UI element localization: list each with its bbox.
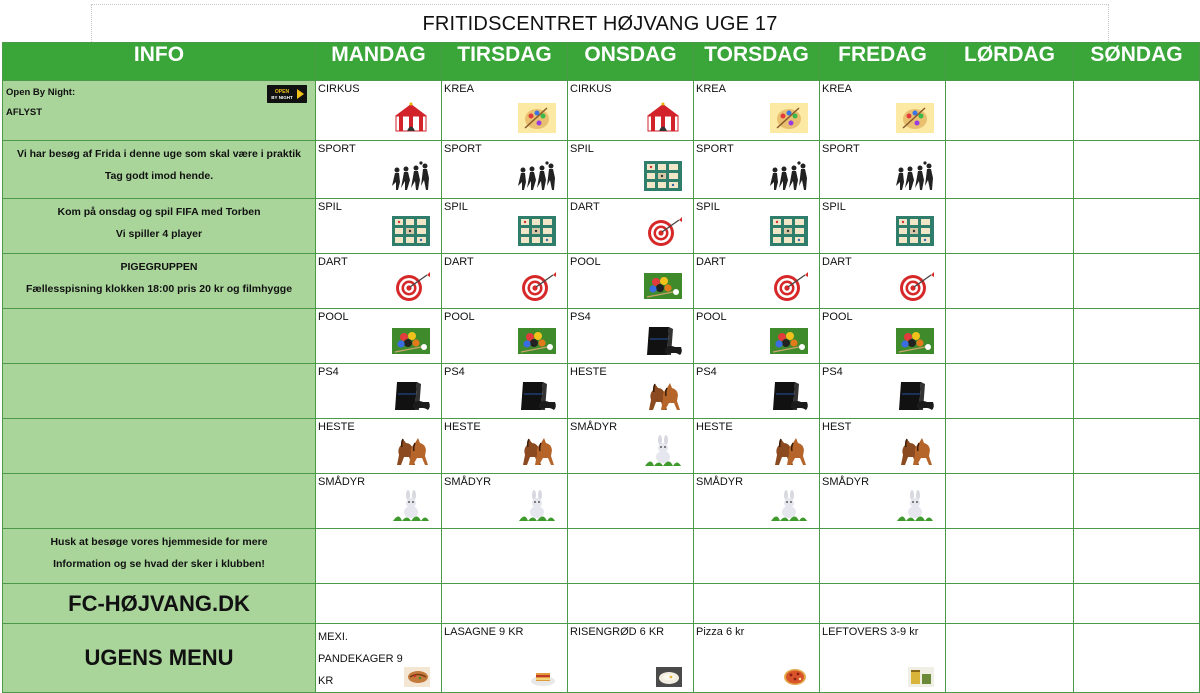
header-torsdag: TORSDAG	[694, 43, 820, 81]
day-cell	[694, 474, 820, 529]
day-cell	[694, 309, 820, 364]
info-line: PIGEGRUPPEN	[120, 261, 198, 273]
day-cell	[568, 364, 694, 419]
info-cell-empty	[3, 474, 316, 529]
open-by-night-status: AFLYST	[6, 107, 43, 118]
leftovers-icon	[907, 666, 935, 688]
schedule-row	[3, 474, 1200, 529]
info-line: Kom på onsdag og spil FIFA med Torben	[57, 206, 261, 218]
day-cell	[316, 141, 442, 199]
day-cell	[820, 364, 946, 419]
schedule-row	[3, 81, 1200, 141]
menu-item: LASAGNE 9 KR	[444, 626, 524, 638]
horses-icon	[769, 435, 809, 467]
activity-label: SMÅDYR	[570, 421, 618, 433]
activity-label: POOL	[570, 256, 601, 268]
day-cell-empty	[1074, 474, 1200, 529]
day-cell	[568, 419, 694, 474]
paint-palette-icon	[895, 102, 935, 134]
day-cell	[694, 364, 820, 419]
day-cell-empty	[946, 474, 1074, 529]
ps4-console-icon	[769, 380, 809, 412]
menu-item: RISENGRØD 6 KR	[570, 626, 665, 638]
header-onsdag: ONSDAG	[568, 43, 694, 81]
bunny-icon	[769, 490, 809, 522]
menu-row	[3, 624, 1200, 693]
activity-label: CIRKUS	[318, 83, 360, 95]
day-cell-empty	[1074, 141, 1200, 199]
dartboard-icon	[769, 270, 809, 302]
activity-label: POOL	[696, 311, 727, 323]
info-line: Fællesspisning klokken 18:00 pris 20 kr og filmhygge	[25, 283, 293, 295]
rice-pudding-icon	[655, 666, 683, 688]
day-cell	[316, 309, 442, 364]
menu-cell	[316, 624, 442, 693]
activity-label: SPIL	[570, 143, 594, 155]
activity-label: SPORT	[696, 143, 734, 155]
day-cell-empty	[442, 584, 568, 624]
sport-players-icon	[895, 160, 935, 192]
activity-label: POOL	[444, 311, 475, 323]
header-info: INFO	[3, 43, 316, 81]
info-cell	[3, 254, 316, 309]
dartboard-icon	[391, 270, 431, 302]
pool-balls-icon	[895, 325, 935, 357]
day-cell-empty	[568, 474, 694, 529]
day-cell	[820, 474, 946, 529]
activity-label: SMÅDYR	[444, 476, 492, 488]
day-cell-empty	[820, 584, 946, 624]
menu-cell	[820, 624, 946, 693]
day-cell	[820, 199, 946, 254]
info-line: Information og se hvad der sker i klubben!	[53, 558, 265, 570]
activity-label: DART	[696, 256, 726, 268]
activity-label: KREA	[444, 83, 474, 95]
header-sondag: SØNDAG	[1074, 43, 1200, 81]
logo-text-bynight: BY NIGHT	[271, 95, 293, 100]
menu-item: LEFTOVERS 3-9 kr	[822, 626, 919, 638]
day-cell-empty	[568, 529, 694, 584]
info-line: Tag godt imod hende.	[104, 170, 214, 182]
day-cell-empty	[946, 624, 1074, 693]
day-cell-empty	[1074, 199, 1200, 254]
logo-text-open: OPEN	[274, 89, 290, 95]
schedule-row	[3, 419, 1200, 474]
ps4-console-icon	[643, 325, 683, 357]
pizza-icon	[781, 666, 809, 688]
horses-icon	[643, 380, 683, 412]
menu-item: MEXI. PANDEKAGER 9 KR	[318, 631, 403, 687]
day-cell	[442, 364, 568, 419]
info-cell-empty	[3, 364, 316, 419]
day-cell	[568, 309, 694, 364]
schedule-row	[3, 364, 1200, 419]
activity-label: POOL	[822, 311, 853, 323]
schedule-row	[3, 141, 1200, 199]
pancake-icon	[403, 666, 431, 688]
schedule-row	[3, 199, 1200, 254]
horses-icon	[391, 435, 431, 467]
schedule-row	[3, 309, 1200, 364]
pool-balls-icon	[391, 325, 431, 357]
activity-label: SPORT	[444, 143, 482, 155]
day-cell-empty	[1074, 364, 1200, 419]
day-cell-empty	[946, 81, 1074, 141]
day-cell	[442, 254, 568, 309]
day-cell-empty	[442, 529, 568, 584]
menu-cell	[442, 624, 568, 693]
paint-palette-icon	[769, 102, 809, 134]
activity-label: SPIL	[444, 201, 468, 213]
horses-icon	[895, 435, 935, 467]
page-title: FRITIDSCENTRET HØJVANG UGE 17	[422, 13, 778, 35]
sport-players-icon	[391, 160, 431, 192]
paint-palette-icon	[517, 102, 557, 134]
bunny-icon	[895, 490, 935, 522]
day-cell	[694, 199, 820, 254]
day-cell-empty	[946, 254, 1074, 309]
day-cell	[442, 81, 568, 141]
header-fredag: FREDAG	[820, 43, 946, 81]
day-cell	[694, 141, 820, 199]
menu-item: Pizza 6 kr	[696, 626, 745, 638]
schedule-table	[2, 42, 1200, 693]
activity-label: PS4	[444, 366, 465, 378]
day-cell	[568, 81, 694, 141]
activity-label: PS4	[696, 366, 717, 378]
board-game-icon	[895, 215, 935, 247]
activity-label: SMÅDYR	[318, 476, 366, 488]
activity-label: KREA	[696, 83, 726, 95]
activity-label: HESTE	[318, 421, 355, 433]
lasagne-icon	[529, 666, 557, 688]
day-cell	[316, 81, 442, 141]
day-cell	[820, 309, 946, 364]
board-game-icon	[391, 215, 431, 247]
activity-label: POOL	[318, 311, 349, 323]
schedule-row	[3, 254, 1200, 309]
bunny-icon	[391, 490, 431, 522]
menu-cell	[694, 624, 820, 693]
day-cell-empty	[1074, 309, 1200, 364]
info-cell	[3, 199, 316, 254]
day-cell-empty	[1074, 624, 1200, 693]
day-cell-empty	[946, 584, 1074, 624]
day-cell-empty	[694, 529, 820, 584]
activity-label: SPORT	[822, 143, 860, 155]
info-line: Vi har besøg af Frida i denne uge som skal være i praktik	[17, 148, 301, 160]
board-game-icon	[769, 215, 809, 247]
day-cell	[820, 254, 946, 309]
day-cell	[316, 419, 442, 474]
day-cell-empty	[946, 141, 1074, 199]
activity-label: PS4	[822, 366, 843, 378]
bunny-icon	[643, 435, 683, 467]
day-cell	[442, 199, 568, 254]
info-cell-empty	[3, 309, 316, 364]
info-cell	[3, 624, 316, 693]
day-cell-empty	[1074, 81, 1200, 141]
day-cell-empty	[946, 529, 1074, 584]
day-cell-empty	[1074, 529, 1200, 584]
header-mandag: MANDAG	[316, 43, 442, 81]
info-cell	[3, 141, 316, 199]
activity-label: SPORT	[318, 143, 356, 155]
day-cell-empty	[694, 584, 820, 624]
day-cell	[820, 141, 946, 199]
open-by-night-label: Open By Night:	[6, 87, 76, 98]
day-cell-empty	[1074, 254, 1200, 309]
day-cell	[316, 474, 442, 529]
activity-label: DART	[444, 256, 474, 268]
menu-title: UGENS MENU	[84, 645, 234, 670]
day-cell	[316, 254, 442, 309]
day-cell	[694, 254, 820, 309]
day-cell-empty	[1074, 419, 1200, 474]
open-by-night-logo	[267, 85, 307, 103]
day-cell	[568, 141, 694, 199]
day-cell-empty	[820, 529, 946, 584]
day-cell	[442, 309, 568, 364]
sport-players-icon	[517, 160, 557, 192]
day-cell-empty	[568, 584, 694, 624]
sport-players-icon	[769, 160, 809, 192]
day-cell	[694, 419, 820, 474]
activity-label: SPIL	[318, 201, 342, 213]
pool-balls-icon	[769, 325, 809, 357]
horses-icon	[517, 435, 557, 467]
activity-label: SMÅDYR	[822, 476, 870, 488]
info-cell	[3, 81, 316, 141]
menu-cell	[568, 624, 694, 693]
schedule-row	[3, 584, 1200, 624]
day-cell-empty	[316, 529, 442, 584]
pool-balls-icon	[517, 325, 557, 357]
header-tirsdag: TIRSDAG	[442, 43, 568, 81]
activity-label: SMÅDYR	[696, 476, 744, 488]
day-cell	[442, 419, 568, 474]
info-cell	[3, 584, 316, 624]
header-lordag: LØRDAG	[946, 43, 1074, 81]
day-cell	[442, 141, 568, 199]
bunny-icon	[517, 490, 557, 522]
activity-label: HESTE	[444, 421, 481, 433]
activity-label: HEST	[822, 421, 852, 433]
activity-label: DART	[822, 256, 852, 268]
dartboard-icon	[517, 270, 557, 302]
ps4-console-icon	[895, 380, 935, 412]
website-link[interactable]: FC-HØJVANG.DK	[68, 590, 250, 616]
info-cell	[3, 529, 316, 584]
activity-label: PS4	[570, 311, 591, 323]
day-cell	[316, 364, 442, 419]
day-cell-empty	[946, 419, 1074, 474]
board-game-icon	[517, 215, 557, 247]
info-line: Vi spiller 4 player	[115, 228, 203, 240]
day-cell-empty	[316, 584, 442, 624]
dartboard-icon	[895, 270, 935, 302]
day-cell	[694, 81, 820, 141]
activity-label: DART	[318, 256, 348, 268]
day-cell-empty	[946, 309, 1074, 364]
activity-label: HESTE	[570, 366, 607, 378]
board-game-icon	[643, 160, 683, 192]
day-cell	[442, 474, 568, 529]
day-cell-empty	[1074, 584, 1200, 624]
activity-label: DART	[570, 201, 600, 213]
day-cell-empty	[946, 199, 1074, 254]
activity-label: SPIL	[696, 201, 720, 213]
activity-label: PS4	[318, 366, 339, 378]
day-cell	[568, 254, 694, 309]
ps4-console-icon	[391, 380, 431, 412]
circus-icon	[391, 102, 431, 134]
day-cell	[820, 419, 946, 474]
activity-label: SPIL	[822, 201, 846, 213]
day-cell	[316, 199, 442, 254]
info-line: Husk at besøge vores hjemmeside for mere	[50, 536, 268, 548]
activity-label: CIRKUS	[570, 83, 612, 95]
day-cell	[568, 199, 694, 254]
activity-label: HESTE	[696, 421, 733, 433]
pool-balls-icon	[643, 270, 683, 302]
ps4-console-icon	[517, 380, 557, 412]
info-cell-empty	[3, 419, 316, 474]
circus-icon	[643, 102, 683, 134]
schedule-row	[3, 529, 1200, 584]
day-cell-empty	[946, 364, 1074, 419]
day-cell	[820, 81, 946, 141]
activity-label: KREA	[822, 83, 852, 95]
dartboard-icon	[643, 215, 683, 247]
